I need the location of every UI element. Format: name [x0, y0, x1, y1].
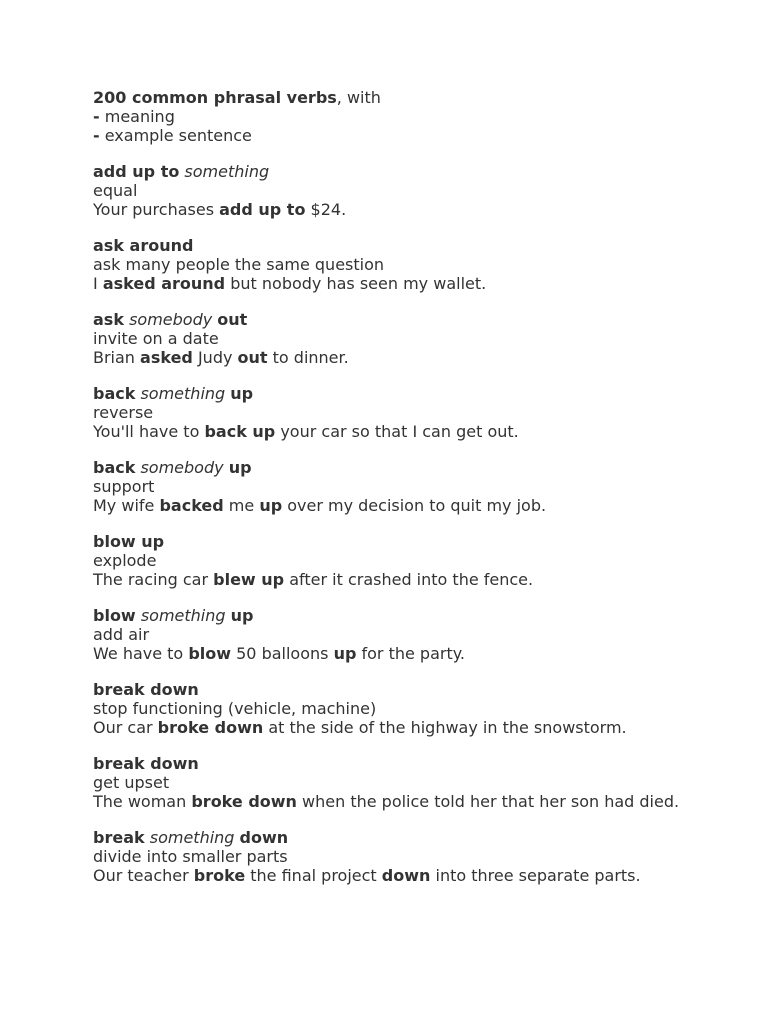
entry-heading — [93, 754, 693, 773]
entry-example — [93, 792, 693, 811]
entry-example — [93, 274, 693, 293]
bold-text: out — [237, 348, 268, 367]
text-run: $24. — [305, 200, 347, 219]
entry-heading — [93, 384, 693, 403]
intro-title-rest: , with — [336, 88, 381, 107]
bold-text: blew up — [213, 570, 285, 589]
intro-title — [93, 88, 693, 107]
phrasal-verb-entry — [93, 236, 693, 293]
phrasal-verb-list — [93, 162, 693, 885]
bold-text: up — [230, 606, 254, 625]
text-run: I — [93, 274, 103, 293]
bold-text: break — [93, 828, 145, 847]
entry-meaning: equal — [93, 181, 138, 200]
bold-text: break down — [93, 754, 199, 773]
text-run: your car so that I can get out. — [275, 422, 519, 441]
text-run: over my decision to quit my job. — [282, 496, 547, 515]
bold-text: broke down — [191, 792, 297, 811]
entry-meaning: add air — [93, 625, 150, 644]
text-run: You'll have to — [93, 422, 205, 441]
bullet-dash: - — [93, 126, 100, 145]
italic-placeholder: something — [140, 384, 226, 403]
entry-meaning: get upset — [93, 773, 170, 792]
bold-text: broke down — [157, 718, 264, 737]
bullet-text: meaning — [99, 107, 175, 126]
entry-heading — [93, 162, 693, 181]
bold-text: up — [230, 384, 254, 403]
bold-text: asked — [140, 348, 193, 367]
bold-text: back — [93, 384, 136, 403]
text-run: for the party. — [356, 644, 466, 663]
phrasal-verb-entry — [93, 680, 693, 737]
bold-text: out — [217, 310, 248, 329]
text-run: the final project — [245, 866, 382, 885]
text-run: Our car — [93, 718, 158, 737]
entry-meaning: reverse — [93, 403, 154, 422]
entry-example — [93, 570, 693, 589]
bold-text: blow — [93, 606, 136, 625]
bold-text: up — [259, 496, 283, 515]
text-run: into three separate parts. — [430, 866, 641, 885]
bold-text: down — [381, 866, 431, 885]
text-run: Judy — [192, 348, 238, 367]
entry-heading — [93, 458, 693, 477]
entry-meaning: stop functioning (vehicle, machine) — [93, 699, 377, 718]
entry-meaning: divide into smaller parts — [93, 847, 288, 866]
italic-placeholder: something — [149, 828, 235, 847]
intro-title-bold: 200 common phrasal verbs — [93, 88, 337, 107]
phrasal-verb-entry — [93, 458, 693, 515]
bold-text: back — [93, 458, 136, 477]
phrasal-verb-entry — [93, 606, 693, 663]
phrasal-verb-entry — [93, 828, 693, 885]
entry-example — [93, 348, 693, 367]
text-run: The woman — [93, 792, 192, 811]
intro-bullet — [93, 126, 693, 145]
entry-meaning: invite on a date — [93, 329, 219, 348]
italic-placeholder: somebody — [140, 458, 224, 477]
italic-placeholder: somebody — [129, 310, 213, 329]
bullet-dash: - — [93, 107, 100, 126]
intro-bullet — [93, 107, 693, 126]
bold-text: up — [228, 458, 252, 477]
entry-heading — [93, 828, 693, 847]
text-run: after it crashed into the fence. — [284, 570, 534, 589]
bold-text: ask — [93, 310, 124, 329]
bullet-text: example sentence — [99, 126, 252, 145]
text-run: Your purchases — [93, 200, 220, 219]
text-run: 50 balloons — [231, 644, 334, 663]
phrasal-verb-entry — [93, 532, 693, 589]
entry-meaning: explode — [93, 551, 157, 570]
text-run: The racing car — [93, 570, 214, 589]
italic-placeholder: something — [140, 606, 226, 625]
entry-example — [93, 422, 693, 441]
entry-meaning: support — [93, 477, 155, 496]
phrasal-verb-entry — [93, 310, 693, 367]
phrasal-verb-entry — [93, 384, 693, 441]
bold-text: ask around — [93, 236, 194, 255]
bold-text: broke — [193, 866, 246, 885]
bold-text: down — [239, 828, 289, 847]
italic-placeholder: something — [184, 162, 270, 181]
entry-heading — [93, 532, 693, 551]
text-run: at the side of the highway in the snowstorm. — [263, 718, 627, 737]
text-run: me — [223, 496, 260, 515]
entry-example — [93, 866, 693, 885]
entry-heading — [93, 310, 693, 329]
entry-heading — [93, 236, 693, 255]
bold-text: blow up — [93, 532, 165, 551]
text-run: when the police told her that her son had died. — [296, 792, 680, 811]
text-run: to dinner. — [267, 348, 349, 367]
text-run: Brian — [93, 348, 141, 367]
phrasal-verb-entry — [93, 162, 693, 219]
entry-example — [93, 644, 693, 663]
text-run: but nobody has seen my wallet. — [225, 274, 487, 293]
phrasal-verb-entry — [93, 754, 693, 811]
text-run: We have to — [93, 644, 189, 663]
bold-text: break down — [93, 680, 199, 699]
bold-text: add up to — [219, 200, 306, 219]
entry-example — [93, 200, 693, 219]
entry-heading — [93, 606, 693, 625]
entry-heading — [93, 680, 693, 699]
bold-text: blow — [188, 644, 232, 663]
bold-text: add up to — [93, 162, 180, 181]
bold-text: up — [333, 644, 357, 663]
entry-meaning: ask many people the same question — [93, 255, 385, 274]
document-page — [93, 88, 693, 902]
text-run: Our teacher — [93, 866, 194, 885]
entry-example — [93, 496, 693, 515]
bold-text: asked around — [102, 274, 226, 293]
bold-text: backed — [159, 496, 224, 515]
bold-text: back up — [204, 422, 276, 441]
intro-block — [93, 88, 693, 145]
text-run: My wife — [93, 496, 160, 515]
entry-example — [93, 718, 693, 737]
